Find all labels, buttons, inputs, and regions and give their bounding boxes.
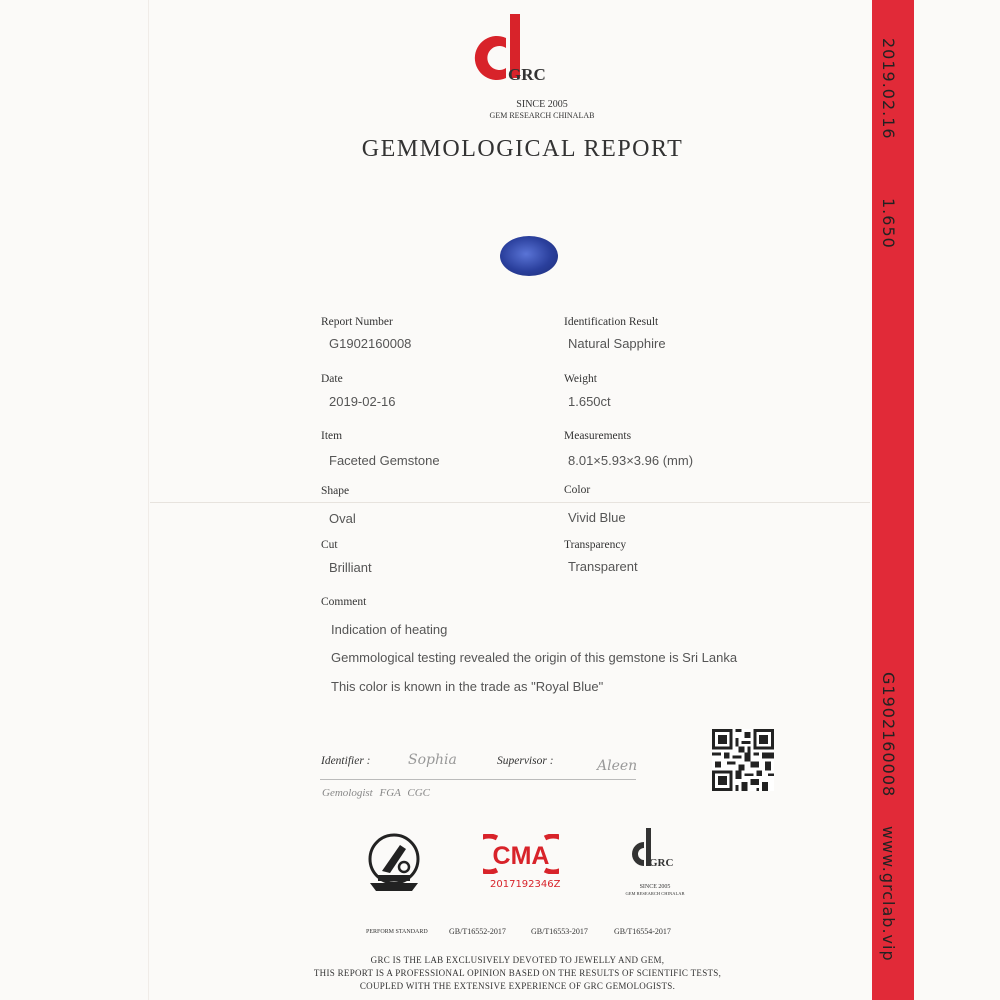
measurements-label: Measurements <box>564 430 632 442</box>
comment-line: Indication of heating <box>331 622 448 637</box>
logo-brand-text: GRC <box>508 65 546 84</box>
grc-logo-small <box>620 826 680 874</box>
item-label: Item <box>321 430 343 442</box>
identification-label: Identification Result <box>564 316 659 328</box>
supervisor-label: Supervisor : <box>497 755 554 767</box>
logo-lab-name: GEM RESEARCH CHINALAB <box>489 111 595 120</box>
measurements-value: 8.01×5.93×3.96 (mm) <box>568 453 694 468</box>
standard-item: GB/T16554-2017 <box>614 927 671 936</box>
transparency-label: Transparency <box>564 539 627 551</box>
standard-item: GB/T16553-2017 <box>531 927 588 936</box>
grc-logo <box>466 12 566 92</box>
gemologist-credentials: Gemologist FGA CGC <box>322 787 431 799</box>
footer-line: COUPLED WITH THE EXTENSIVE EXPERIENCE OF GRC GEMOLOGISTS. <box>359 981 676 991</box>
comment-line: Gemmological testing revealed the origin of this gemstone is Sri Lanka <box>331 650 738 665</box>
cut-value: Brilliant <box>329 560 372 575</box>
fold-line <box>150 502 870 503</box>
qr-code <box>712 729 774 791</box>
perform-standard-label: PERFORM STANDARD <box>366 929 428 935</box>
color-label: Color <box>564 484 591 496</box>
gemstone-photo <box>500 236 558 276</box>
cma-mark-text: CMA <box>492 842 550 870</box>
identification-value: Natural Sapphire <box>568 336 666 351</box>
footer-line: GRC IS THE LAB EXCLUSIVELY DEVOTED TO JEWELLY AND GEM, <box>370 955 665 965</box>
side-bar-report-number: G1902160008 <box>879 672 898 798</box>
standard-item: GB/T16552-2017 <box>449 927 506 936</box>
date-label: Date <box>321 373 343 385</box>
comment-label: Comment <box>321 596 367 608</box>
color-value: Vivid Blue <box>568 510 626 525</box>
date-value: 2019-02-16 <box>329 394 396 409</box>
side-bar-weight: 1.650 <box>879 198 898 249</box>
shape-label: Shape <box>321 485 350 497</box>
report-number-label: Report Number <box>321 316 393 328</box>
side-bar-date: 2019.02.16 <box>879 38 898 140</box>
microscope-seal-icon <box>366 831 422 893</box>
logo-since: SINCE 2005 <box>516 99 568 110</box>
cma-number: 2017192346Z <box>490 879 561 890</box>
cma-mark-icon <box>483 834 559 874</box>
small-logo-brand-text: GRC <box>649 857 674 869</box>
small-logo-lab: GEM RESEARCH CHINALAB <box>625 891 685 896</box>
weight-value: 1.650ct <box>568 394 611 409</box>
comment-line: This color is known in the trade as "Royal Blue" <box>331 679 604 694</box>
supervisor-signature: Aleen <box>597 758 638 774</box>
identifier-signature: Sophia <box>408 752 457 768</box>
identifier-label: Identifier : <box>321 755 371 767</box>
report-number-value: G1902160008 <box>329 336 412 351</box>
small-logo-since: SINCE 2005 <box>639 884 671 890</box>
footer-line: THIS REPORT IS A PROFESSIONAL OPINION BASED ON THE RESULTS OF SCIENTIFIC TESTS, <box>313 968 722 978</box>
report-title: GEMMOLOGICAL REPORT <box>361 136 684 162</box>
shape-value: Oval <box>329 511 356 526</box>
side-bar-website: www.grclab.vip <box>879 826 898 962</box>
transparency-value: Transparent <box>568 559 638 574</box>
cut-label: Cut <box>321 539 338 551</box>
weight-label: Weight <box>564 373 597 385</box>
signature-line <box>320 779 636 780</box>
item-value: Faceted Gemstone <box>329 453 440 468</box>
